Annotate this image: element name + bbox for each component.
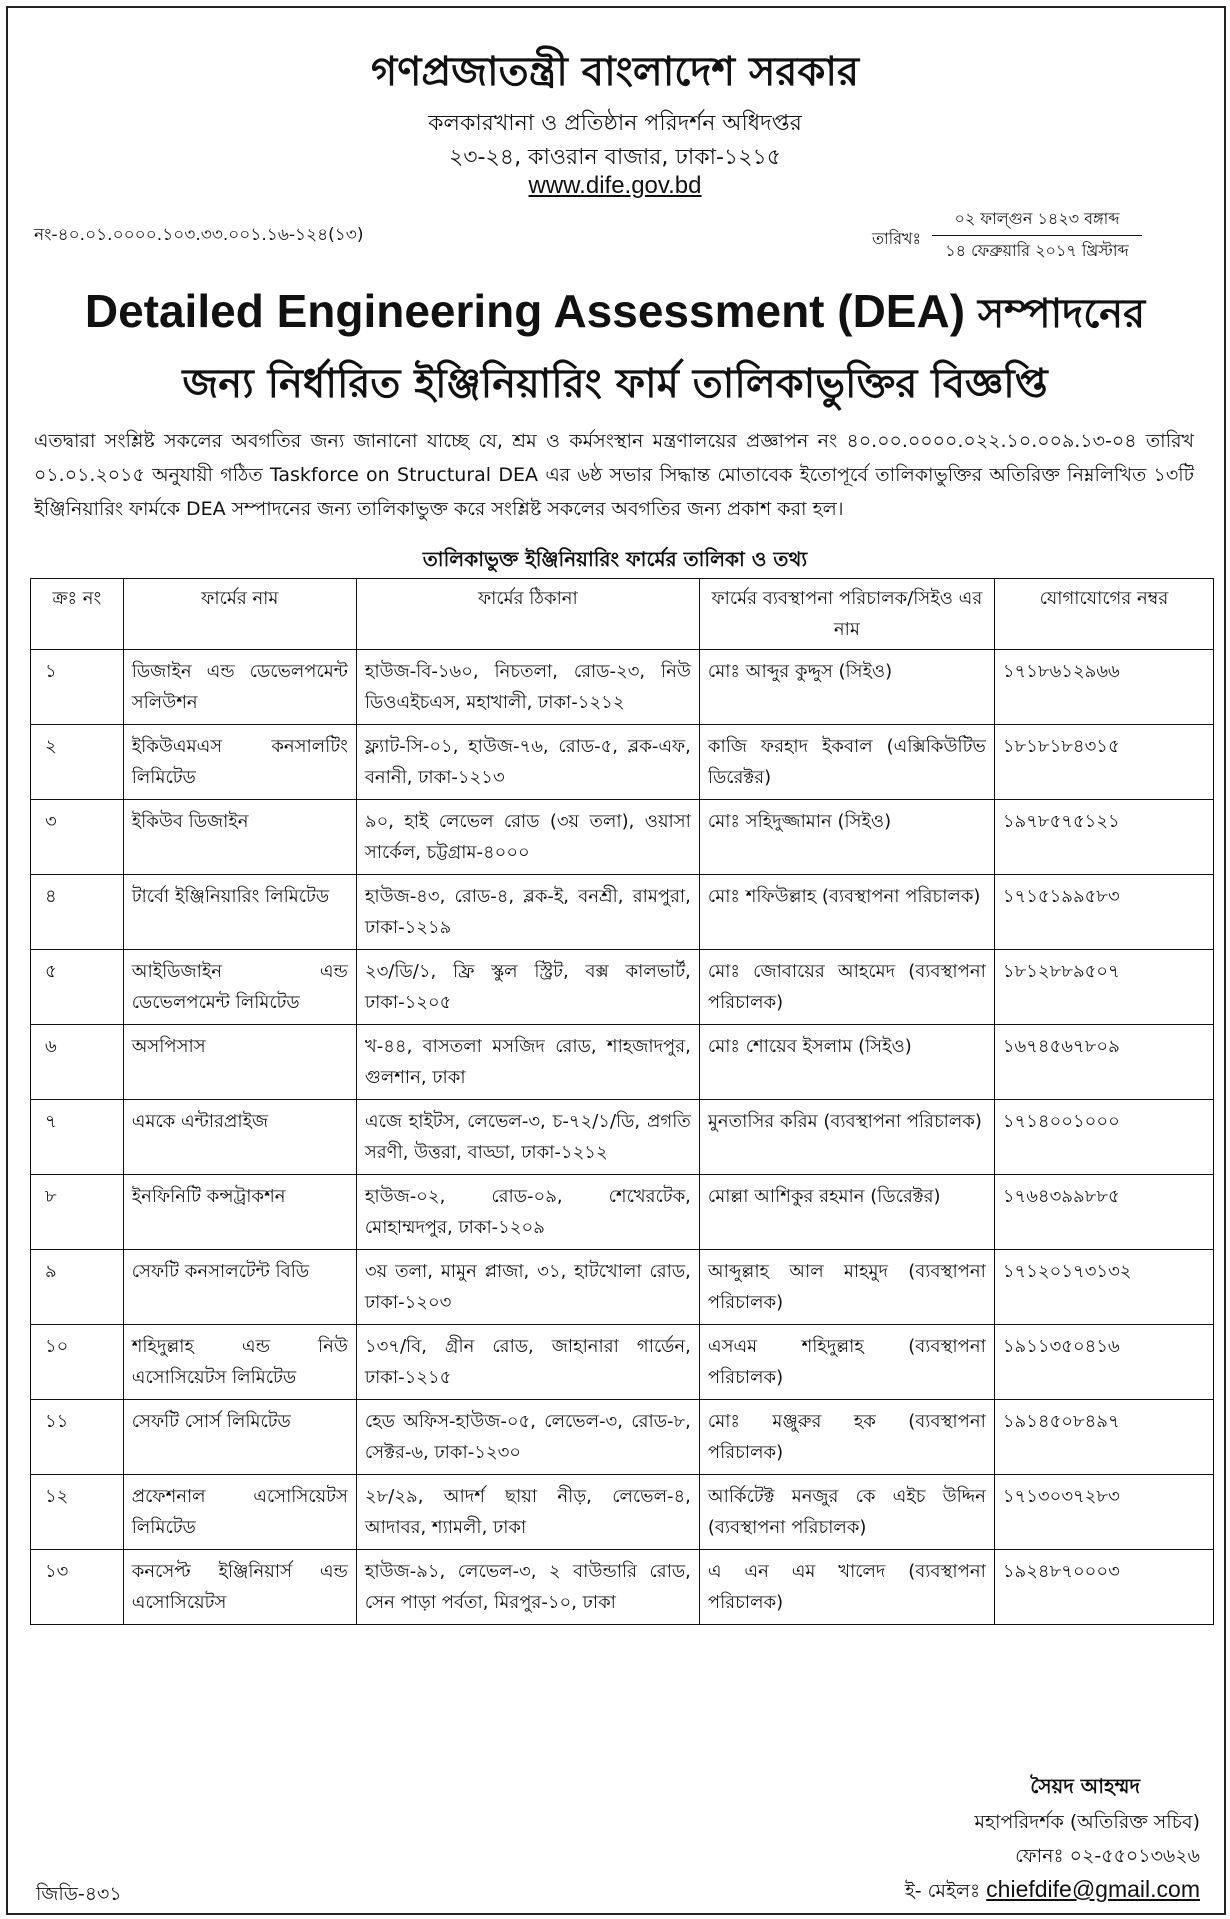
notice-body: এতদ্বারা সংশ্লিষ্ট সকলের অবগতির জন্য জানানো যাচ্ছে যে, শ্রম ও কর্মসংস্থান মন্ত্রণালয়ের প্রজ্ঞাপন নং ৪০.০০.০০০০.০২২.১০.০০৯.১৩-০৪ তারিখ ০১.০১.২০১৫ অনুযায়ী গঠিত Taskforce on Structural DEA এর ৬ষ্ঠ সভার সিদ্ধান্ত মোতাবেক ইতোপূর্বে তালিকাভুক্তির অতিরিক্ত নিম্নলিখিত ১৩টি ইঞ্জিনিয়ারিং ফার্মকে DEA সম্পাদনের জন্য তালিকাভুক্ত করে সংশ্লিষ্ট সকলের অবগতির জন্য প্রকাশ করা হল।: [34, 430, 1194, 520]
cell-manager: আব্দুল্লাহ আল মাহমুদ (ব্যবস্থাপনা পরিচালক): [699, 1250, 994, 1325]
cell-phone: ১৭১২০১৭৩১৩২: [994, 1250, 1213, 1325]
cell-manager: এসএম শহিদুল্লাহ (ব্যবস্থাপনা পরিচালক): [699, 1325, 994, 1400]
website-link[interactable]: www.dife.gov.bd: [528, 172, 702, 199]
header-address: ফার্মের ঠিকানা: [356, 579, 699, 650]
date-block: [932, 206, 1142, 265]
department-name: কলকারখানা ও প্রতিষ্ঠান পরিদর্শন অধিদপ্তর: [428, 111, 802, 136]
date-english: ১৪ ফেব্রুয়ারি ২০১৭ খ্রিস্টাব্দ: [945, 241, 1129, 260]
header-phone: যোগাযোগের নম্বর: [994, 579, 1213, 650]
cell-address: হাউজ-০২, রোড-০৯, শেখেরটেক, মোহাম্মদপুর, ঢাকা-১২০৯: [356, 1175, 699, 1250]
cell-serial: ৭: [31, 1100, 124, 1175]
cell-serial: ৬: [31, 1025, 124, 1100]
table-row: [31, 1100, 1214, 1175]
table-row: [31, 1025, 1214, 1100]
cell-serial: ২: [31, 725, 124, 800]
government-heading: গণপ্রজাতন্ত্রী বাংলাদেশ সরকার: [371, 49, 859, 95]
cell-serial: ১১: [31, 1400, 124, 1475]
notice-title-line2: জন্য নির্ধারিত ইঞ্জিনিয়ারিং ফার্ম তালিকাভুক্তির বিজ্ঞপ্তি: [182, 361, 1048, 407]
table-row: [31, 1325, 1214, 1400]
cell-firm-name: টার্বো ইঞ্জিনিয়ারিং লিমিটেড: [123, 875, 356, 950]
cell-address: ফ্ল্যাট-সি-০১, হাউজ-৭৬, রোড-৫, ব্লক-এফ, বনানী, ঢাকা-১২১৩: [356, 725, 699, 800]
cell-firm-name: ডিজাইন এন্ড ডেভেলপমেন্ট সলিউশন: [123, 650, 356, 725]
signatory-phone: ফোনঃ ০২-৫৫০১৩৬২৬: [1015, 1845, 1200, 1867]
table-title: তালিকাভুক্ত ইঞ্জিনিয়ারিং ফার্মের তালিকা ও তথ্য: [422, 547, 808, 571]
cell-serial: ১২: [31, 1475, 124, 1550]
cell-manager: মোঃ শফিউল্লাহ (ব্যবস্থাপনা পরিচালক): [699, 875, 994, 950]
cell-firm-name: এমকে এন্টারপ্রাইজ: [123, 1100, 356, 1175]
cell-firm-name: অসপিসাস: [123, 1025, 356, 1100]
cell-address: খ-৪৪, বাসতলা মসজিদ রোড, শাহজাদপুর, গুলশান, ঢাকা: [356, 1025, 699, 1100]
cell-firm-name: ইনফিনিটি কন্সট্রাকশন: [123, 1175, 356, 1250]
cell-firm-name: কনসেপ্ট ইঞ্জিনিয়ার্স এন্ড এসোসিয়েটস: [123, 1550, 356, 1625]
cell-manager: কাজি ফরহাদ ইকবাল (এক্সিকিউটিভ ডিরেক্টর): [699, 725, 994, 800]
firm-table-body: [31, 650, 1214, 1625]
cell-firm-name: প্রফেশনাল এসোসিয়েটস লিমিটেড: [123, 1475, 356, 1550]
header-serial: ক্রঃ নং: [31, 579, 124, 650]
table-row: [31, 1250, 1214, 1325]
cell-phone: ১৯২৪৮৭০০০৩: [994, 1550, 1213, 1625]
header-name: ফার্মের নাম: [123, 579, 356, 650]
table-row: [31, 1550, 1214, 1625]
date-bangla: ০২ ফাল্গুন ১৪২৩ বঙ্গাব্দ: [932, 206, 1142, 236]
table-row: [31, 950, 1214, 1025]
email-link[interactable]: chiefdife@gmail.com: [986, 1876, 1200, 1902]
table-row: [31, 875, 1214, 950]
border-line: [6, 6, 1226, 8]
cell-address: হাউজ-বি-১৬০, নিচতলা, রোড-২৩, নিউ ডিওএইচএস, মহাখালী, ঢাকা-১২১২: [356, 650, 699, 725]
cell-phone: ১৭১৪০০১০০০: [994, 1100, 1213, 1175]
cell-phone: ১৭৬৪৩৯৯৮৮৫: [994, 1175, 1213, 1250]
cell-address: ২৩/ডি/১, ফ্রি স্কুল স্ট্রিট, বক্স কালভার্ট, ঢাকা-১২০৫: [356, 950, 699, 1025]
cell-phone: ১৮১২৮৮৯৫০৭: [994, 950, 1213, 1025]
signatory-email-line: [905, 1876, 1200, 1909]
cell-serial: ৫: [31, 950, 124, 1025]
cell-firm-name: সেফটি কনসালটেন্ট বিডি: [123, 1250, 356, 1325]
email-label: ই- মেইলঃ: [904, 1880, 981, 1902]
cell-serial: ৩: [31, 800, 124, 875]
table-row: [31, 1175, 1214, 1250]
cell-manager: মোঃ আব্দুর কুদ্দুস (সিইও): [699, 650, 994, 725]
cell-manager: মুনতাসির করিম (ব্যবস্থাপনা পরিচালক): [699, 1100, 994, 1175]
memo-number: নং-৪০.০১.০০০০.১০৩.৩৩.০০১.১৬-১২৪(১৩): [34, 225, 364, 245]
office-address: ২৩-২৪, কাওরান বাজার, ঢাকা-১২১৫: [448, 145, 782, 170]
cell-address: হাউজ-৪৩, রোড-৪, ব্লক-ই, বনশ্রী, রামপুরা, ঢাকা-১২১৯: [356, 875, 699, 950]
cell-phone: ১৭১৩০৩৭২৮৩: [994, 1475, 1213, 1550]
title-english: Detailed Engineering Assessment (DEA): [84, 285, 966, 337]
cell-address: হাউজ-৯১, লেভেল-৩, ২ বাউন্ডারি রোড, সেন পাড়া পর্বতা, মিরপুর-১০, ঢাকা: [356, 1550, 699, 1625]
cell-firm-name: সেফটি সোর্স লিমিটেড: [123, 1400, 356, 1475]
footer-code: জিডি-৪৩১: [36, 1883, 122, 1905]
cell-manager: মোল্লা আশিকুর রহমান (ডিরেক্টর): [699, 1175, 994, 1250]
date-label: তারিখঃ: [872, 229, 922, 248]
cell-manager: মোঃ মঞ্জুরুর হক (ব্যবস্থাপনা পরিচালক): [699, 1400, 994, 1475]
cell-firm-name: শহিদুল্লাহ এন্ড নিউ এসোসিয়েটস লিমিটেড: [123, 1325, 356, 1400]
cell-address: ১৩৭/বি, গ্রীন রোড, জাহানারা গার্ডেন, ঢাকা-১২১৫: [356, 1325, 699, 1400]
cell-manager: আর্কিটেক্ট মনজুর কে এইচ উদ্দিন (ব্যবস্থাপনা পরিচালক): [699, 1475, 994, 1550]
cell-manager: মোঃ জোবায়ের আহমেদ (ব্যবস্থাপনা পরিচালক): [699, 950, 994, 1025]
cell-phone: ১৯১১৩৫০৪১৬: [994, 1325, 1213, 1400]
cell-firm-name: ইকিউব ডিজাইন: [123, 800, 356, 875]
cell-address: ২৮/২৯, আদর্শ ছায়া নীড়, লেভেল-৪, আদাবর, শ্যামলী, ঢাকা: [356, 1475, 699, 1550]
firm-table: [30, 578, 1214, 1625]
signatory-designation: মহাপরিদর্শক (অতিরিক্ত সচিব): [974, 1811, 1200, 1833]
cell-address: হেড অফিস-হাউজ-০৫, লেভেল-৩, রোড-৮, সেক্টর-৬, ঢাকা-১২৩০: [356, 1400, 699, 1475]
cell-phone: ১৬৭৪৫৬৭৮০৯: [994, 1025, 1213, 1100]
cell-phone: ১৯৭৮৫৭৫১২১: [994, 800, 1213, 875]
border-line: [6, 1913, 1226, 1915]
cell-serial: ৯: [31, 1250, 124, 1325]
cell-address: এজে হাইটস, লেভেল-৩, চ-৭২/১/ডি, প্রগতি সরণী, উত্তরা, বাড্ডা, ঢাকা-১২১২: [356, 1100, 699, 1175]
table-row: [31, 725, 1214, 800]
cell-serial: ৮: [31, 1175, 124, 1250]
notice-title-line1: [0, 282, 1230, 349]
cell-address: ৯০, হাই লেভেল রোড (৩য় তলা), ওয়াসা সার্কেল, চট্টগ্রাম-৪০০০: [356, 800, 699, 875]
cell-phone: ১৭১৫১৯৯৫৮৩: [994, 875, 1213, 950]
table-row: [31, 1400, 1214, 1475]
cell-firm-name: ইকিউএমএস কনসালটিং লিমিটেড: [123, 725, 356, 800]
cell-manager: মোঃ শোয়েব ইসলাম (সিইও): [699, 1025, 994, 1100]
cell-serial: ১: [31, 650, 124, 725]
table-header-row: [31, 579, 1214, 650]
table-row: [31, 650, 1214, 725]
cell-phone: ১৭১৮৬১২৯৬৬: [994, 650, 1213, 725]
cell-manager: এ এন এম খালেদ (ব্যবস্থাপনা পরিচালক): [699, 1550, 994, 1625]
table-row: [31, 800, 1214, 875]
cell-serial: ১০: [31, 1325, 124, 1400]
cell-phone: ১৮১৮১৮৪৩১৫: [994, 725, 1213, 800]
title-bangla: সম্পাদনের: [977, 291, 1146, 337]
cell-phone: ১৯১৪৫০৮৪৯৭: [994, 1400, 1213, 1475]
cell-manager: মোঃ সহিদুজ্জামান (সিইও): [699, 800, 994, 875]
signatory-name: সৈয়দ আহম্মদ: [1030, 1774, 1140, 1798]
table-row: [31, 1475, 1214, 1550]
cell-address: ৩য় তলা, মামুন প্লাজা, ৩১, হাটখোলা রোড, ঢাকা-১২০৩: [356, 1250, 699, 1325]
cell-serial: ৪: [31, 875, 124, 950]
cell-serial: ১৩: [31, 1550, 124, 1625]
header-manager: ফার্মের ব্যবস্থাপনা পরিচালক/সিইও এর নাম: [699, 579, 994, 650]
cell-firm-name: আইডিজাইন এন্ড ডেভেলপমেন্ট লিমিটেড: [123, 950, 356, 1025]
